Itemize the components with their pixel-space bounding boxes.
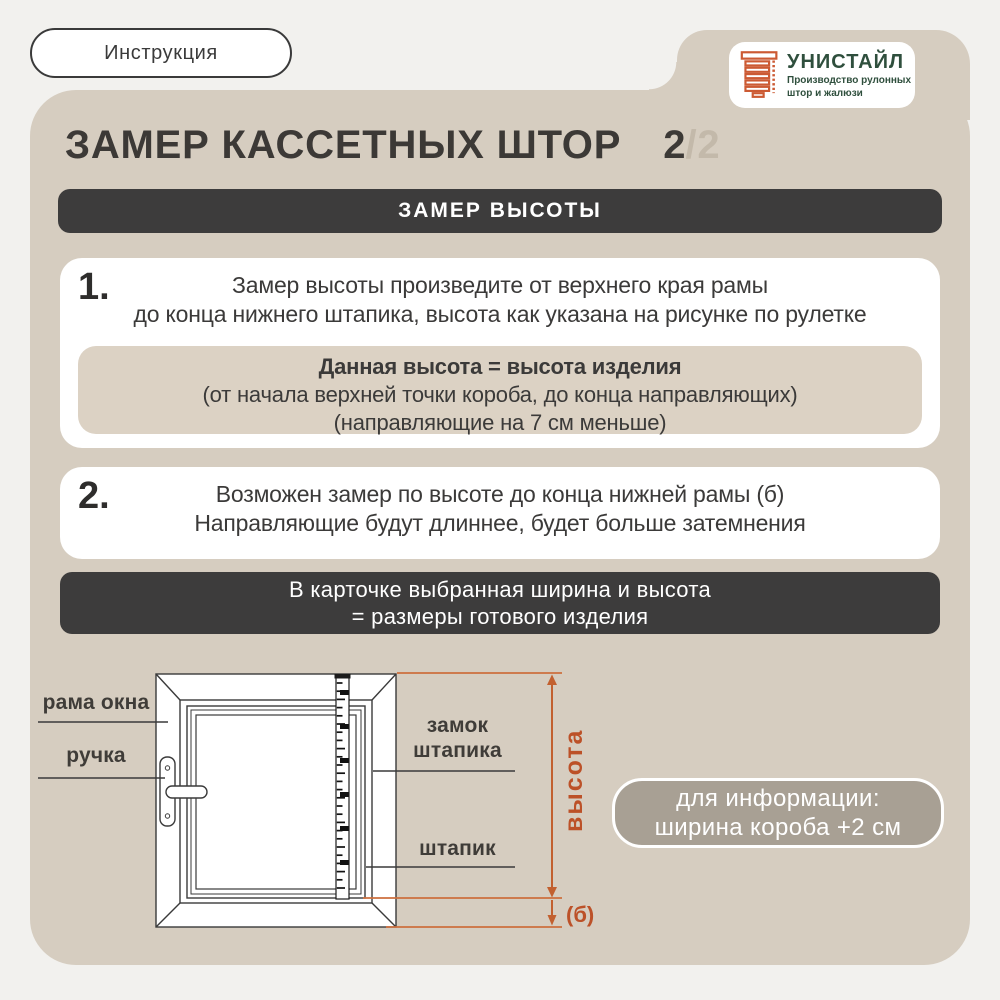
page-title-text: ЗАМЕР КАССЕТНЫХ ШТОР <box>65 123 622 167</box>
page-title <box>65 122 720 168</box>
note-line2: (от начала верхней точки короба, до конца направляющих) <box>202 382 798 407</box>
logo-tagline-line1: Производство рулонных <box>787 74 912 86</box>
height-dimension-label: высота <box>560 728 588 832</box>
step-1-text <box>60 258 940 329</box>
info-note-line2: ширина короба +2 см <box>654 814 902 841</box>
note-title: Данная высота = высота изделия <box>318 354 682 379</box>
info-note-line1: для информации: <box>676 785 880 812</box>
summary-banner-line1: В карточке выбранная ширина и высота <box>289 577 711 602</box>
step-2-text <box>60 467 940 538</box>
summary-banner-line2: = размеры готового изделия <box>351 604 649 629</box>
step-2-card <box>60 467 940 559</box>
bead-lock-label: замок штапика <box>413 714 502 762</box>
summary-banner <box>60 572 940 634</box>
bead-label: штапик <box>419 837 496 860</box>
frame-label: рама окна <box>42 691 150 714</box>
step-1-number: 1. <box>78 266 110 308</box>
logo-brand-name: УНИСТАЙЛ <box>787 50 905 73</box>
logo-text-block <box>787 51 911 100</box>
step-1-card <box>60 258 940 448</box>
instruction-badge-label: Инструкция <box>104 41 218 64</box>
logo-tagline-line2: штор и жалюзи <box>787 87 863 99</box>
section-banner-label: ЗАМЕР ВЫСОТЫ <box>398 199 602 222</box>
page-number-total: /2 <box>685 123 721 167</box>
section-banner <box>58 189 942 233</box>
window-drawing <box>156 674 396 927</box>
brand-logo <box>729 42 915 108</box>
tape-measure <box>335 674 351 899</box>
handle-label: ручка <box>66 744 126 767</box>
blinds-icon <box>740 50 780 100</box>
step-1-note-box <box>78 346 922 434</box>
b-mark-label: (б) <box>566 902 595 927</box>
info-note <box>612 778 944 848</box>
logo-tab-fillet <box>649 62 677 90</box>
step-2-number: 2. <box>78 475 110 517</box>
instruction-badge <box>30 28 292 78</box>
page-number-current: 2 <box>663 123 686 167</box>
note-line3: (направляющие на 7 см меньше) <box>333 410 667 435</box>
step-2-line2: Направляющие будут длиннее, будет больше затемнения <box>194 510 806 536</box>
step-2-line1: Возможен замер по высоте до конца нижней рамы (б) <box>215 481 785 507</box>
step-1-line2: до конца нижнего штапика, высота как указана на рисунке по рулетке <box>133 301 867 327</box>
step-1-line1: Замер высоты произведите от верхнего края рамы <box>232 272 768 298</box>
